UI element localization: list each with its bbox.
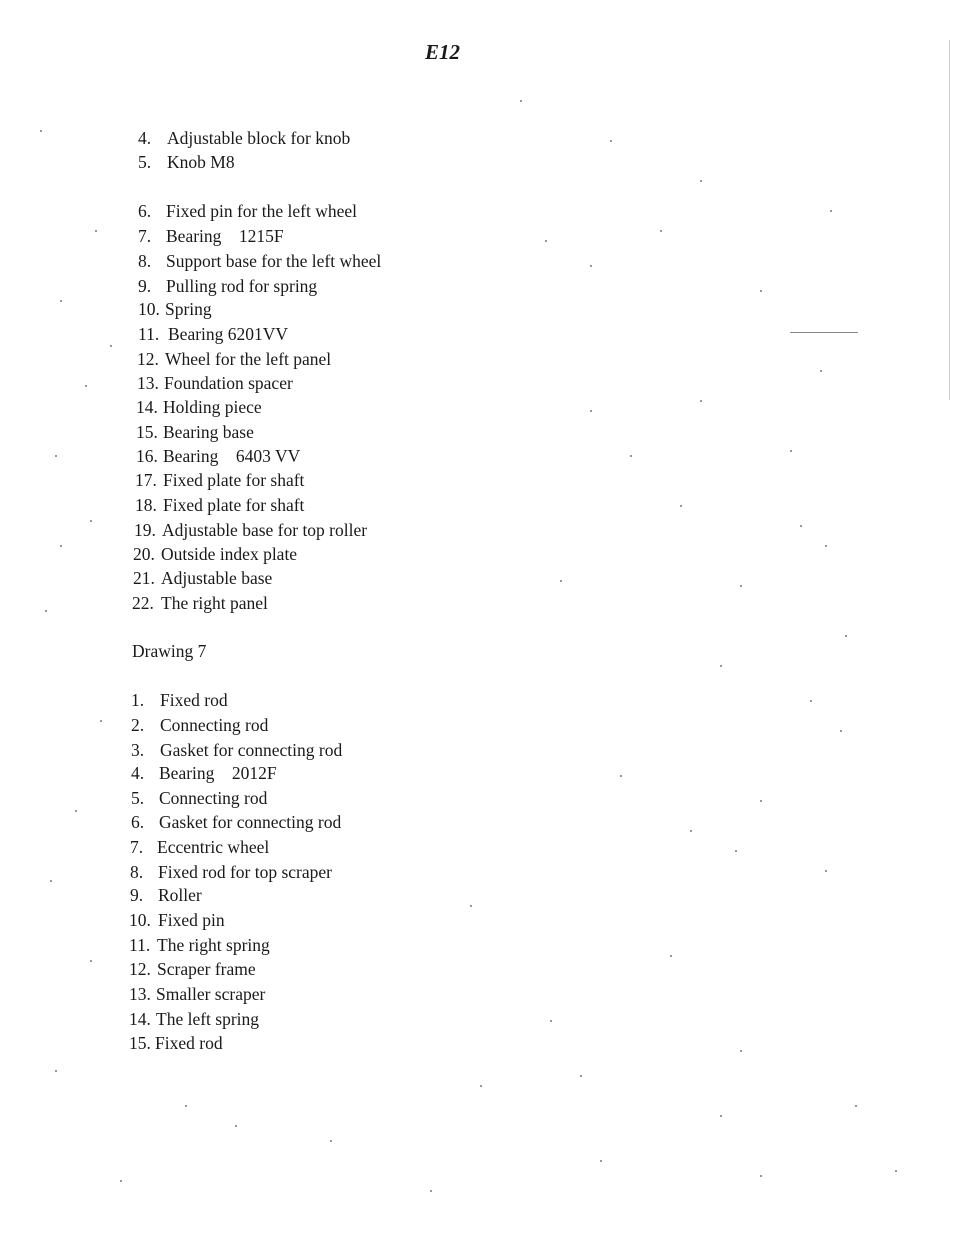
list-item: 14. Holding piece	[136, 397, 262, 417]
list-item: 2. Connecting rod	[131, 715, 269, 735]
list-item: 5. Knob M8	[138, 152, 235, 172]
list-item: 4. Adjustable block for knob	[138, 128, 351, 148]
scan-artifact-line	[790, 332, 858, 333]
list-item: 22. The right panel	[132, 593, 268, 613]
list-item: 15. Bearing base	[136, 422, 254, 442]
list-item: 9. Roller	[130, 885, 202, 905]
list-item: 11. Bearing 6201VV	[138, 324, 289, 344]
list-item: 1. Fixed rod	[131, 690, 228, 710]
list-item: 14. The left spring	[129, 1009, 260, 1029]
list-item: 21. Adjustable base	[133, 568, 273, 588]
list-item: 8. Support base for the left wheel	[138, 251, 382, 271]
list-item: 17. Fixed plate for shaft	[135, 470, 305, 490]
list-item: 8. Fixed rod for top scraper	[130, 862, 332, 882]
list-item: 13. Smaller scraper	[129, 984, 266, 1004]
scan-edge	[949, 40, 950, 400]
drawing-heading: Drawing 7	[132, 641, 207, 661]
list-item: 12. Wheel for the left panel	[137, 349, 332, 369]
list-item: 4. Bearing 2012F	[131, 763, 277, 783]
page-id: E12	[425, 40, 461, 64]
list-item: 10. Spring	[138, 299, 212, 319]
list-item: 13. Foundation spacer	[137, 373, 293, 393]
list-item: 3. Gasket for connecting rod	[131, 740, 343, 760]
list-item: 10. Fixed pin	[129, 910, 225, 930]
list-item: 7. Bearing 1215F	[138, 226, 284, 246]
list-item: 16. Bearing 6403 VV	[136, 446, 301, 466]
list-item: 12. Scraper frame	[129, 959, 256, 979]
list-item: 7. Eccentric wheel	[130, 837, 270, 857]
list-item: 6. Gasket for connecting rod	[131, 812, 342, 832]
list-item: 11. The right spring	[129, 935, 270, 955]
list-item: 19. Adjustable base for top roller	[134, 520, 368, 540]
list-item: 5. Connecting rod	[131, 788, 268, 808]
list-item: 6. Fixed pin for the left wheel	[138, 201, 357, 221]
list-item: 15. Fixed rod	[129, 1033, 223, 1053]
list-item: 9. Pulling rod for spring	[138, 276, 318, 296]
list-item: 20. Outside index plate	[133, 544, 298, 564]
list-item: 18. Fixed plate for shaft	[135, 495, 305, 515]
